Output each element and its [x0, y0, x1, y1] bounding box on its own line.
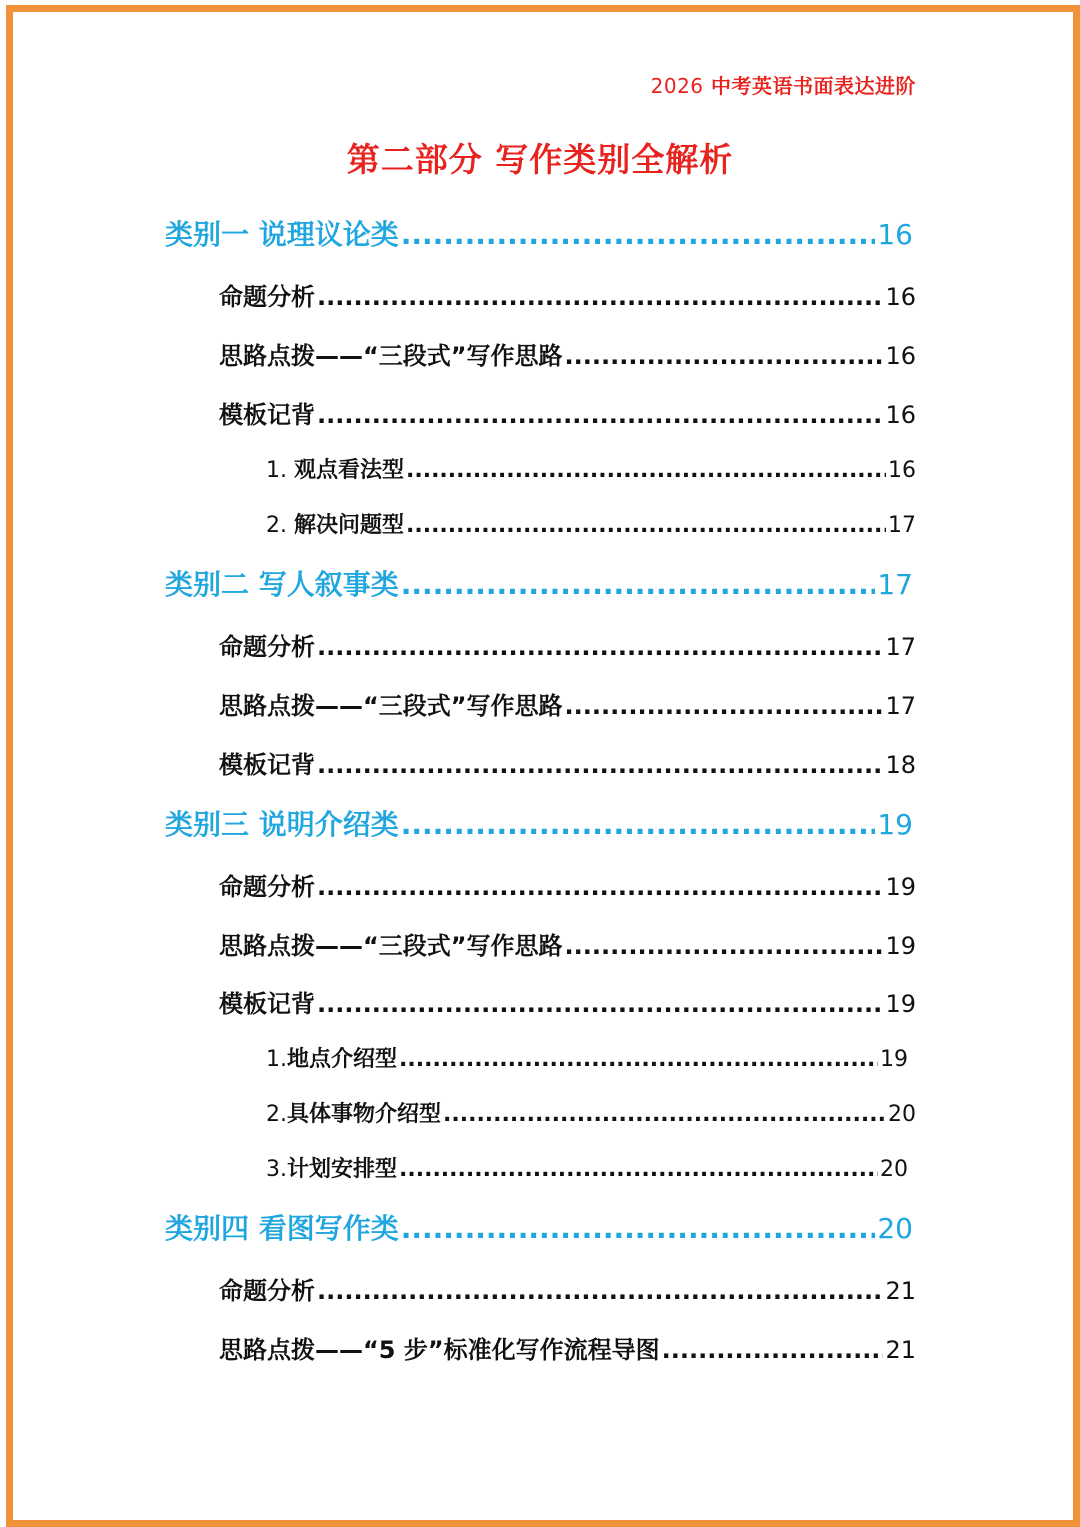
toc-entry-number: 3. [266, 1157, 287, 1182]
dot-leader [317, 873, 883, 901]
toc-page-number: 19 [885, 932, 916, 960]
toc-section-entry[interactable] [219, 984, 916, 1019]
toc-section-entry[interactable] [219, 277, 916, 312]
toc-entry-label: 类别二 写人叙事类 [165, 568, 399, 601]
dot-leader [317, 633, 883, 661]
toc-entry-label: 命题分析 [219, 1277, 315, 1305]
header-year: 2026 [650, 74, 704, 98]
toc-entry-label: 命题分析 [219, 873, 315, 901]
toc-page-number: 21 [885, 1277, 916, 1305]
toc-page-number: 19 [885, 990, 916, 1018]
toc-page-number: 20 [880, 1157, 908, 1182]
toc-page-number: 17 [877, 568, 913, 601]
toc-entry-text: 地点介绍型 [287, 1047, 398, 1072]
toc-entry-text: 计划安排型 [287, 1157, 398, 1182]
toc-entry-label: 模板记背 [219, 751, 315, 779]
toc-entry-label: 命题分析 [219, 633, 315, 661]
toc-section-entry[interactable] [219, 395, 916, 430]
toc-category-entry[interactable] [165, 803, 913, 843]
toc-entry-label [266, 508, 404, 539]
toc-section-entry[interactable] [219, 926, 916, 961]
dot-leader [399, 1157, 878, 1182]
toc-entry-number: 2. [266, 1102, 287, 1127]
dot-leader [401, 218, 876, 251]
toc-page-number: 17 [885, 633, 916, 661]
toc-subsection-entry[interactable] [266, 453, 916, 484]
toc-section-entry[interactable] [219, 745, 916, 780]
toc-entry-label: 命题分析 [219, 283, 315, 311]
toc-page-number: 16 [888, 458, 916, 483]
toc-category-entry[interactable] [165, 213, 913, 253]
toc-entry-label: 思路点拨——“三段式”写作思路 [219, 932, 563, 960]
toc-entry-label: 思路点拨——“三段式”写作思路 [219, 342, 563, 370]
toc-page-number: 17 [885, 692, 916, 720]
toc-section-entry[interactable] [219, 336, 916, 371]
dot-leader [662, 1336, 884, 1364]
toc-subsection-entry[interactable] [266, 1152, 908, 1183]
toc-entry-label: 类别四 看图写作类 [165, 1212, 399, 1245]
dot-leader [565, 932, 884, 960]
toc-page-number: 16 [877, 218, 913, 251]
toc-section-entry[interactable] [219, 686, 916, 721]
toc-entry-number: 2. [266, 513, 294, 538]
dot-leader [401, 568, 876, 601]
toc-page-number: 18 [885, 751, 916, 779]
toc-page-number: 20 [888, 1102, 916, 1127]
dot-leader [406, 458, 886, 483]
toc-subsection-entry[interactable] [266, 508, 916, 539]
dot-leader [565, 342, 884, 370]
toc-page-number: 16 [885, 283, 916, 311]
toc-page-number: 17 [888, 513, 916, 538]
dot-leader [399, 1047, 878, 1072]
toc-entry-label: 类别三 说明介绍类 [165, 808, 399, 841]
toc-section-entry[interactable] [219, 1271, 916, 1306]
toc-page-number: 16 [885, 401, 916, 429]
toc-page-number: 19 [877, 808, 913, 841]
running-header [651, 70, 916, 99]
toc-entry-label: 思路点拨——“三段式”写作思路 [219, 692, 563, 720]
toc-page-number: 19 [885, 873, 916, 901]
toc-section-entry[interactable] [219, 627, 916, 662]
dot-leader [406, 513, 886, 538]
toc-entry-label: 类别一 说理议论类 [165, 218, 399, 251]
toc-entry-text: 观点看法型 [293, 458, 404, 483]
toc-entry-label [266, 1152, 397, 1183]
toc-entry-label: 思路点拨——“5 步”标准化写作流程导图 [219, 1336, 660, 1364]
toc-section-entry[interactable] [219, 1330, 916, 1365]
page-title: 第二部分 写作类别全解析 [346, 140, 734, 179]
toc-category-entry[interactable] [165, 563, 913, 603]
dot-leader [317, 990, 883, 1018]
toc-subsection-entry[interactable] [266, 1097, 916, 1128]
toc-page-number: 21 [885, 1336, 916, 1364]
toc-entry-number: 1. [266, 458, 294, 483]
dot-leader [317, 283, 883, 311]
toc-page-number: 16 [885, 342, 916, 370]
toc-entry-text: 解决问题型 [293, 513, 404, 538]
toc-subsection-entry[interactable] [266, 1042, 908, 1073]
toc-entry-label: 模板记背 [219, 990, 315, 1018]
toc-entry-label: 模板记背 [219, 401, 315, 429]
dot-leader [401, 1212, 876, 1245]
dot-leader [317, 1277, 883, 1305]
dot-leader [565, 692, 884, 720]
toc-section-entry[interactable] [219, 867, 916, 902]
toc-entry-text: 具体事物介绍型 [287, 1102, 442, 1127]
dot-leader [317, 401, 883, 429]
dot-leader [443, 1102, 886, 1127]
dot-leader [317, 751, 883, 779]
header-text: 中考英语书面表达进阶 [711, 74, 916, 98]
toc-entry-number: 1. [266, 1047, 287, 1072]
toc-category-entry[interactable] [165, 1207, 913, 1247]
toc-page-number: 20 [877, 1212, 913, 1245]
toc-entry-label [266, 453, 404, 484]
toc-entry-label [266, 1042, 397, 1073]
toc-page-number: 19 [880, 1047, 908, 1072]
dot-leader [401, 808, 876, 841]
toc-entry-label [266, 1097, 441, 1128]
